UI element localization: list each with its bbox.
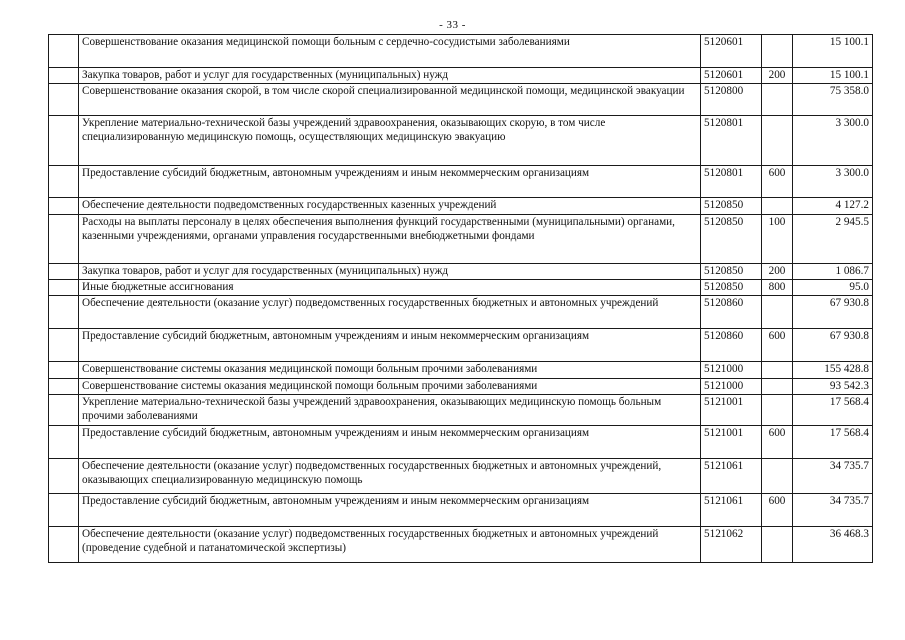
expense-name-cell: Обеспечение деятельности подведомственных государственных казенных учреждений	[79, 198, 701, 215]
target-code-cell: 5121062	[701, 527, 762, 563]
expense-type-cell: 600	[762, 494, 793, 527]
row-index-cell	[49, 426, 79, 459]
row-index-cell	[49, 329, 79, 362]
amount-cell: 3 300.0	[793, 116, 873, 166]
amount-cell: 67 930.8	[793, 329, 873, 362]
row-index-cell	[49, 68, 79, 84]
amount-cell: 75 358.0	[793, 84, 873, 116]
target-code-cell: 5120601	[701, 35, 762, 68]
row-index-cell	[49, 198, 79, 215]
amount-cell: 3 300.0	[793, 166, 873, 198]
row-index-cell	[49, 280, 79, 296]
expense-type-cell	[762, 116, 793, 166]
row-index-cell	[49, 215, 79, 264]
page-number: - 33 -	[439, 19, 466, 31]
expense-name-cell: Совершенствование оказания скорой, в том числе скорой специализированной медицинской помощи, медицинской эвакуации	[79, 84, 701, 116]
expense-type-cell: 800	[762, 280, 793, 296]
table-row	[49, 198, 873, 215]
table-row	[49, 166, 873, 198]
row-index-cell	[49, 116, 79, 166]
expense-type-cell: 600	[762, 426, 793, 459]
amount-cell: 15 100.1	[793, 35, 873, 68]
row-index-cell	[49, 395, 79, 426]
row-index-cell	[49, 166, 79, 198]
expense-name-cell: Обеспечение деятельности (оказание услуг) подведомственных государственных бюджетных и автономных учреждений	[79, 296, 701, 329]
target-code-cell: 5120801	[701, 166, 762, 198]
expense-type-cell	[762, 395, 793, 426]
table-row	[49, 35, 873, 68]
row-index-cell	[49, 379, 79, 395]
table-row	[49, 264, 873, 280]
table-row	[49, 395, 873, 426]
expense-type-cell: 100	[762, 215, 793, 264]
expense-name-cell: Предоставление субсидий бюджетным, автономным учреждениям и иным некоммерческим организациям	[79, 329, 701, 362]
target-code-cell: 5120801	[701, 116, 762, 166]
expense-type-cell: 600	[762, 329, 793, 362]
amount-cell: 17 568.4	[793, 426, 873, 459]
table-row	[49, 68, 873, 84]
expense-type-cell	[762, 198, 793, 215]
amount-cell: 34 735.7	[793, 494, 873, 527]
target-code-cell: 5121001	[701, 426, 762, 459]
amount-cell: 67 930.8	[793, 296, 873, 329]
target-code-cell: 5120850	[701, 215, 762, 264]
target-code-cell: 5120860	[701, 329, 762, 362]
table-row	[49, 215, 873, 264]
table-row	[49, 84, 873, 116]
table-row	[49, 329, 873, 362]
expense-type-cell	[762, 296, 793, 329]
table-row	[49, 280, 873, 296]
target-code-cell: 5120850	[701, 264, 762, 280]
table-row	[49, 459, 873, 494]
table-row	[49, 296, 873, 329]
table-row	[49, 494, 873, 527]
target-code-cell: 5121061	[701, 494, 762, 527]
row-index-cell	[49, 527, 79, 563]
expense-name-cell: Закупка товаров, работ и услуг для государственных (муниципальных) нужд	[79, 264, 701, 280]
row-index-cell	[49, 84, 79, 116]
expense-type-cell: 600	[762, 166, 793, 198]
target-code-cell: 5120850	[701, 198, 762, 215]
row-index-cell	[49, 459, 79, 494]
expense-type-cell	[762, 35, 793, 68]
expense-name-cell: Совершенствование оказания медицинской помощи больным с сердечно-сосудистыми заболеваниями	[79, 35, 701, 68]
row-index-cell	[49, 494, 79, 527]
amount-cell: 93 542.3	[793, 379, 873, 395]
expense-type-cell: 200	[762, 68, 793, 84]
amount-cell: 34 735.7	[793, 459, 873, 494]
expense-type-cell	[762, 527, 793, 563]
amount-cell: 17 568.4	[793, 395, 873, 426]
amount-cell: 36 468.3	[793, 527, 873, 563]
expense-name-cell: Укрепление материально-технической базы учреждений здравоохранения, оказывающих скорую, в том числе специализированную медицинскую помощь, осуществляющих медицинскую эвакуацию	[79, 116, 701, 166]
target-code-cell: 5121061	[701, 459, 762, 494]
amount-cell: 2 945.5	[793, 215, 873, 264]
expense-name-cell: Закупка товаров, работ и услуг для государственных (муниципальных) нужд	[79, 68, 701, 84]
expense-name-cell: Совершенствование системы оказания медицинской помощи больным прочими заболеваниями	[79, 362, 701, 379]
expense-name-cell: Совершенствование системы оказания медицинской помощи больным прочими заболеваниями	[79, 379, 701, 395]
expense-name-cell: Обеспечение деятельности (оказание услуг) подведомственных государственных бюджетных и автономных учреждений (проведение судебной и патанатомической экспертизы)	[79, 527, 701, 563]
target-code-cell: 5121001	[701, 395, 762, 426]
expense-name-cell: Обеспечение деятельности (оказание услуг) подведомственных государственных бюджетных и автономных учреждений, оказывающих специализированную медицинскую помощь	[79, 459, 701, 494]
amount-cell: 155 428.8	[793, 362, 873, 379]
table-row	[49, 379, 873, 395]
expense-type-cell: 200	[762, 264, 793, 280]
table-row	[49, 426, 873, 459]
expense-name-cell: Предоставление субсидий бюджетным, автономным учреждениям и иным некоммерческим организациям	[79, 494, 701, 527]
expense-type-cell	[762, 459, 793, 494]
row-index-cell	[49, 362, 79, 379]
expense-type-cell	[762, 84, 793, 116]
budget-table-body	[49, 35, 873, 563]
amount-cell: 15 100.1	[793, 68, 873, 84]
target-code-cell: 5120601	[701, 68, 762, 84]
budget-table	[48, 34, 873, 563]
expense-name-cell: Укрепление материально-технической базы учреждений здравоохранения, оказывающих медицинскую помощь больным прочими заболеваниями	[79, 395, 701, 426]
row-index-cell	[49, 264, 79, 280]
target-code-cell: 5121000	[701, 362, 762, 379]
amount-cell: 95.0	[793, 280, 873, 296]
row-index-cell	[49, 296, 79, 329]
expense-type-cell	[762, 362, 793, 379]
target-code-cell: 5121000	[701, 379, 762, 395]
table-row	[49, 527, 873, 563]
row-index-cell	[49, 35, 79, 68]
expense-name-cell: Расходы на выплаты персоналу в целях обеспечения выполнения функций государственными (муниципальными) органами, казенными учреждениями, органами управления государственными внебюджетными фондами	[79, 215, 701, 264]
target-code-cell: 5120800	[701, 84, 762, 116]
table-row	[49, 362, 873, 379]
amount-cell: 4 127.2	[793, 198, 873, 215]
amount-cell: 1 086.7	[793, 264, 873, 280]
target-code-cell: 5120860	[701, 296, 762, 329]
target-code-cell: 5120850	[701, 280, 762, 296]
expense-name-cell: Предоставление субсидий бюджетным, автономным учреждениям и иным некоммерческим организациям	[79, 166, 701, 198]
expense-name-cell: Предоставление субсидий бюджетным, автономным учреждениям и иным некоммерческим организациям	[79, 426, 701, 459]
expense-name-cell: Иные бюджетные ассигнования	[79, 280, 701, 296]
expense-type-cell	[762, 379, 793, 395]
table-row	[49, 116, 873, 166]
